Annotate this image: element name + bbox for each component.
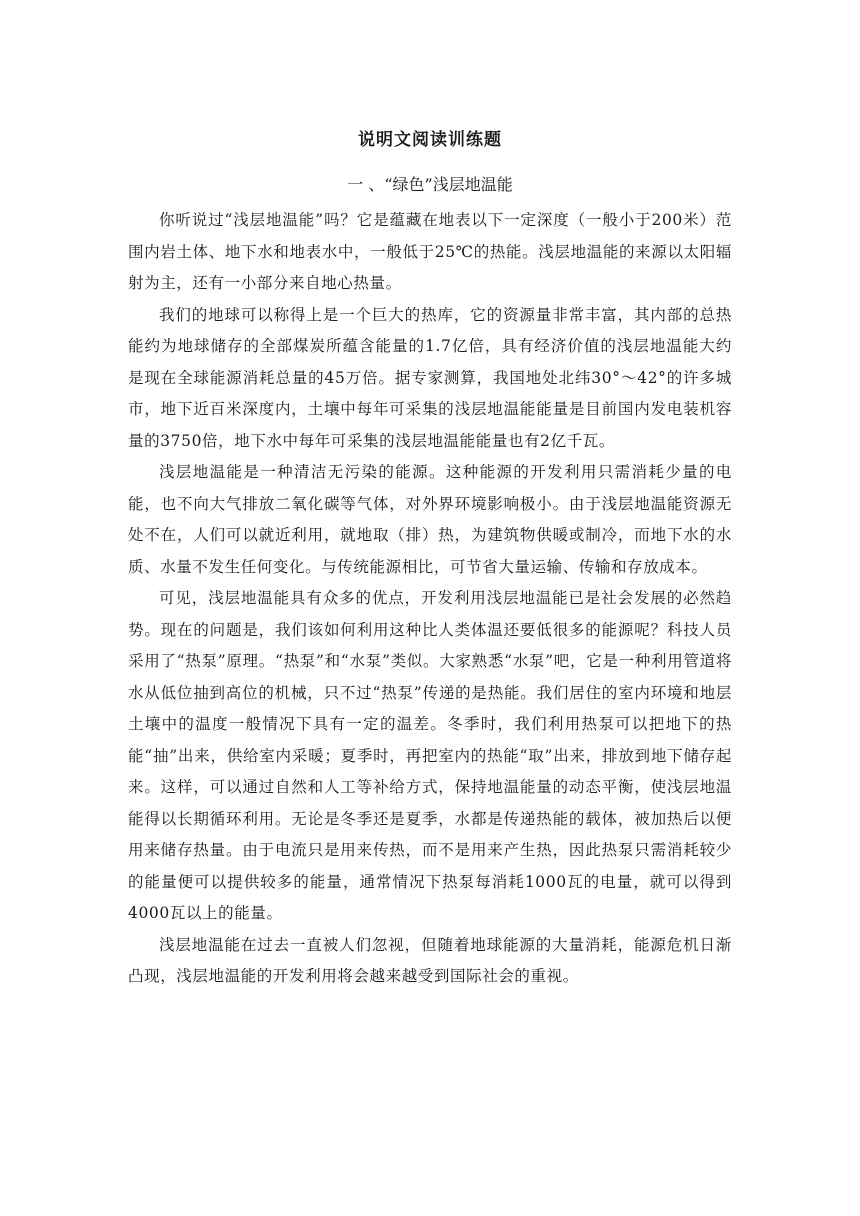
article-body bbox=[128, 205, 732, 993]
document-title: 说明文阅读训练题 bbox=[358, 130, 502, 150]
paragraph-5: 浅层地温能在过去一直被人们忽视，但随着地球能源的大量消耗，能源危机日渐凸现，浅层地温能的开发利用将会越来越受到国际社会的重视。 bbox=[128, 935, 732, 985]
section-title: 一 、“绿色”浅层地温能 bbox=[347, 175, 513, 194]
paragraph-2: 我们的地球可以称得上是一个巨大的热库，它的资源量非常丰富，其内部的总热能约为地球储存的全部煤炭所蕴含能量的1.7亿倍，具有经济价值的浅层地温能大约是现在全球能源消耗总量的45万倍。据专家测算，我国地处北纬30°～42°的许多城市，地下近百米深度内，土壤中每年可采集的浅层地温能能量是目前国内发电装机容量的3750倍，地下水中每年可采集的浅层地温能能量也有2亿千瓦。 bbox=[128, 305, 732, 450]
paragraph-3: 浅层地温能是一种清洁无污染的能源。这种能源的开发利用只需消耗少量的电能，也不向大气排放二氧化碳等气体，对外界环境影响极小。由于浅层地温能资源无处不在，人们可以就近利用，就地取（排）热，为建筑物供暖或制冷，而地下水的水质、水量不发生任何变化。与传统能源相比，可节省大量运输、传输和存放成本。 bbox=[128, 463, 732, 576]
paragraph-1: 你听说过“浅层地温能”吗？它是蕴藏在地表以下一定深度（一般小于200米）范围内岩土体、地下水和地表水中，一般低于25℃的热能。浅层地温能的来源以太阳辐射为主，还有一小部分来自地心热量。 bbox=[128, 211, 732, 292]
paragraph-4: 可见，浅层地温能具有众多的优点，开发利用浅层地温能已是社会发展的必然趋势。现在的问题是，我们该如何利用这种比人类体温还要低很多的能源呢？科技人员采用了“热泵”原理。“热泵”和“水泵”类似。大家熟悉“水泵”吧，它是一种利用管道将水从低位抽到高位的机械，只不过“热泵”传递的是热能。我们居住的室内环境和地层土壤中的温度一般情况下具有一定的温差。冬季时，我们利用热泵可以把地下的热能“抽”出来，供给室内采暖；夏季时，再把室内的热能“取”出来，排放到地下储存起来。这样，可以通过自然和人工等补给方式，保持地温能量的动态平衡，使浅层地温能得以长期循环利用。无论是冬季还是夏季，水都是传递热能的载体，被加热后以便用来储存热量。由于电流只是用来传热，而不是用来产生热，因此热泵只需消耗较少的能量便可以提供较多的能量，通常情况下热泵每消耗1000瓦的电量，就可以得到4000瓦以上的能量。 bbox=[128, 589, 732, 922]
